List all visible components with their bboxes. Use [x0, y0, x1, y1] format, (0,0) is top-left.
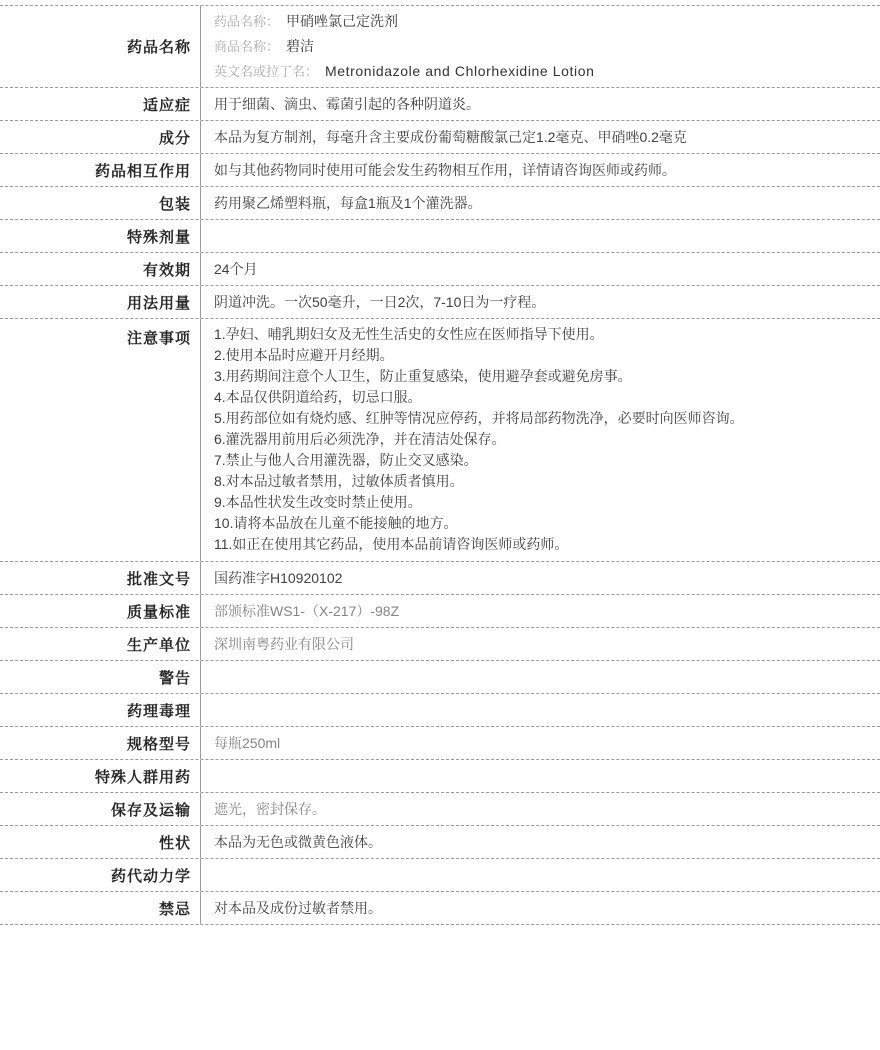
table-row [0, 319, 880, 562]
note-line: 2.使用本品时应避开月经期。 [214, 347, 394, 363]
row-label: 药品名称 [0, 6, 201, 87]
table-row [0, 760, 880, 793]
note-line: 9.本品性状发生改变时禁止使用。 [214, 494, 422, 510]
row-value: 部颁标准WS1-（X-217）-98Z [214, 603, 400, 619]
row-value [201, 661, 880, 693]
row-value: 每瓶250ml [214, 735, 281, 751]
note-line: 5.用药部位如有烧灼感、红肿等情况应停药，并将局部药物洗净，必要时向医师咨询。 [214, 410, 744, 426]
field-value: 甲硝唑氯己定洗剂 [286, 13, 399, 29]
table-row [0, 88, 880, 121]
row-label: 禁忌 [0, 892, 201, 924]
table-row [0, 595, 880, 628]
row-value [201, 6, 880, 87]
field-value: Metronidazole and Chlorhexidine Lotion [325, 63, 595, 79]
table-row [0, 859, 880, 892]
row-label: 批准文号 [0, 562, 201, 594]
row-value: 用于细菌、滴虫、霉菌引起的各种阴道炎。 [214, 96, 480, 112]
page-bottom-whitespace [0, 925, 880, 1045]
row-label: 包装 [0, 187, 201, 219]
note-line: 10.请将本品放在儿童不能接触的地方。 [214, 515, 458, 531]
row-label: 有效期 [0, 253, 201, 285]
field-key: 商品名称： [214, 39, 280, 54]
note-line: 11.如正在使用其它药品，使用本品前请咨询医师或药师。 [214, 536, 569, 552]
row-label: 规格型号 [0, 727, 201, 759]
field-key: 英文名或拉丁名： [214, 64, 319, 79]
row-value [201, 694, 880, 726]
note-line: 7.禁止与他人合用灌洗器，防止交叉感染。 [214, 452, 478, 468]
table-row [0, 286, 880, 319]
row-value: 国药准字H10920102 [214, 570, 343, 586]
table-row [0, 826, 880, 859]
row-label: 药代动力学 [0, 859, 201, 891]
row-value [201, 220, 880, 252]
row-label: 用法用量 [0, 286, 201, 318]
table-row [0, 562, 880, 595]
table-row [0, 628, 880, 661]
row-label: 特殊人群用药 [0, 760, 201, 792]
table-row [0, 793, 880, 826]
drug-info-table [0, 5, 880, 925]
table-row [0, 694, 880, 727]
row-value: 遮光，密封保存。 [214, 801, 326, 817]
table-row [0, 253, 880, 286]
row-value: 对本品及成份过敏者禁用。 [214, 900, 382, 916]
note-line: 4.本品仅供阴道给药，切忌口服。 [214, 389, 422, 405]
table-row [0, 727, 880, 760]
field-value: 碧洁 [286, 38, 315, 54]
row-label: 警告 [0, 661, 201, 693]
table-row [0, 6, 880, 88]
row-label: 特殊剂量 [0, 220, 201, 252]
table-row [0, 121, 880, 154]
row-label: 保存及运输 [0, 793, 201, 825]
row-value: 24个月 [214, 261, 258, 277]
field-key: 药品名称： [214, 14, 280, 29]
row-label: 质量标准 [0, 595, 201, 627]
note-line: 1.孕妇、哺乳期妇女及无性生活史的女性应在医师指导下使用。 [214, 326, 604, 342]
note-line: 8.对本品过敏者禁用，过敏体质者慎用。 [214, 473, 464, 489]
row-value: 深圳南粤药业有限公司 [214, 636, 354, 652]
row-value: 如与其他药物同时使用可能会发生药物相互作用，详情请咨询医师或药师。 [214, 162, 676, 178]
row-label: 药理毒理 [0, 694, 201, 726]
row-label: 注意事项 [0, 319, 201, 561]
table-row [0, 154, 880, 187]
row-label: 成分 [0, 121, 201, 153]
note-line: 3.用药期间注意个人卫生，防止重复感染，使用避孕套或避免房事。 [214, 368, 632, 384]
row-label: 生产单位 [0, 628, 201, 660]
row-label: 性状 [0, 826, 201, 858]
name-sub-line [214, 59, 868, 84]
row-value: 药用聚乙烯塑料瓶，每盒1瓶及1个灌洗器。 [214, 195, 482, 211]
table-row [0, 187, 880, 220]
row-value: 本品为无色或微黄色液体。 [214, 834, 382, 850]
row-value [201, 760, 880, 792]
row-value [201, 319, 880, 561]
note-line: 6.灌洗器用前用后必须洗净，并在清洁处保存。 [214, 431, 506, 447]
row-label: 药品相互作用 [0, 154, 201, 186]
row-value: 本品为复方制剂，每毫升含主要成份葡萄糖酸氯己定1.2毫克、甲硝唑0.2毫克 [214, 129, 687, 145]
table-row [0, 220, 880, 253]
name-sub-line [214, 9, 868, 34]
table-row [0, 661, 880, 694]
row-value: 阴道冲洗。一次50毫升，一日2次，7-10日为一疗程。 [214, 294, 546, 310]
table-row [0, 892, 880, 925]
row-label: 适应症 [0, 88, 201, 120]
row-value [201, 859, 880, 891]
name-sub-line [214, 34, 868, 59]
